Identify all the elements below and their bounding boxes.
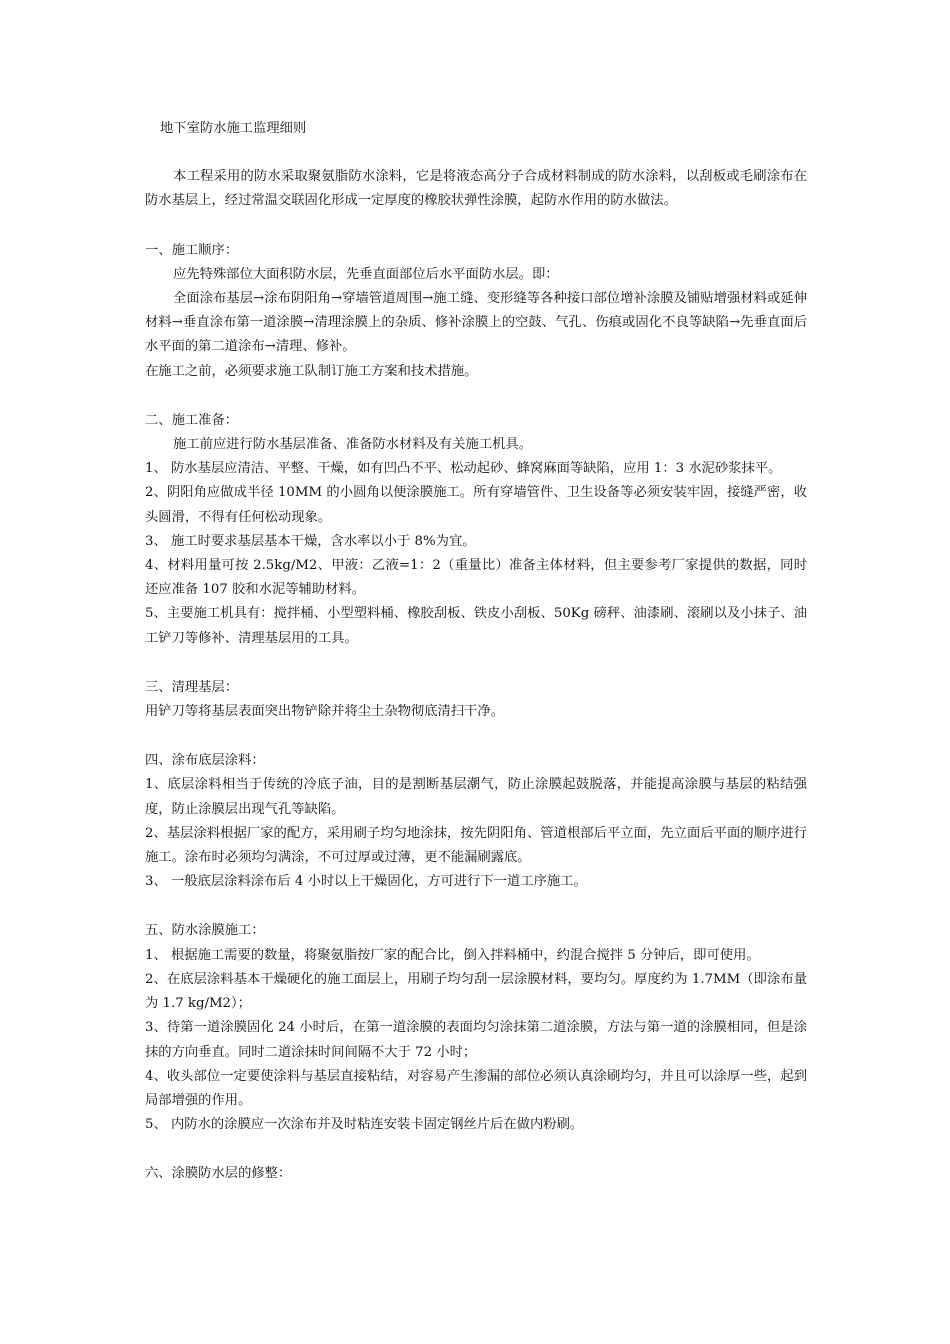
- list-item: 4、收头部位一定要使涂料与基层直接粘结，对容易产生渗漏的部位必须认真涂刷均匀，并且可以涂厚一些，起到局部增强的作用。: [145, 1068, 807, 1108]
- intro-paragraph: 本工程采用的防水采取聚氨脂防水涂料，它是将液态高分子合成材料制成的防水涂料，以刮板或毛刷涂布在防水基层上，经过常温交联固化形成一定厚度的橡胶状弹性涂膜，起防水作用的防水做法。: [145, 169, 807, 209]
- list-item: 2、在底层涂料基本干燥硬化的施工面层上，用刷子均匀刮一层涂膜材料，要均匀。厚度约为 1.7MM（即涂布量为 1.7 kg/M2）；: [145, 971, 807, 1012]
- section-3-paragraph-1: 用铲刀等将基层表面突出物铲除并将尘土杂物彻底清扫干净。: [145, 704, 505, 720]
- list-item: 2、基层涂料根据厂家的配方，采用刷子均匀地涂抹，按先阴阳角、管道根部后平立面，先立面后平面的顺序进行施工。涂布时必须均匀满涂，不可过厚或过薄，更不能漏刷露底。: [145, 825, 807, 866]
- list-item: 4、材料用量可按 2.5kg/M2、甲液：乙液=1：2（重量比）准备主体材料，但主要参考厂家提供的数据，同时还应准备 107 胶和水泥等辅助材料。: [145, 558, 807, 598]
- list-item: 1、 防水基层应清洁、平整、干燥，如有凹凸不平、松动起砂、蜂窝麻面等缺陷，应用 1：3 水泥砂浆抹平。: [145, 461, 782, 477]
- list-item: 2、阴阳角应做成半径 10MM 的小圆角以便涂膜施工。所有穿墙管件、卫生设备等必须安装牢固，接缝严密，收头圆滑，不得有任何松动现象。: [145, 485, 807, 525]
- list-item: 3、 施工时要求基层基本干燥，含水率以小于 8%为宜。: [145, 533, 476, 549]
- document-body: [145, 117, 807, 1187]
- list-item: 5、主要施工机具有：搅拌桶、小型塑料桶、橡胶刮板、铁皮小刮板、50Kg 磅秤、油漆刷、滚刷以及小抹子、油工铲刀等修补、清理基层用的工具。: [145, 606, 807, 646]
- section-5-heading: 五、防水涂膜施工：: [145, 923, 265, 939]
- section-3-heading: 三、清理基层：: [145, 679, 239, 695]
- list-item: 1、底层涂料相当于传统的冷底子油，目的是割断基层潮气，防止涂膜起鼓脱落，并能提高涂膜与基层的粘结强度，防止涂膜层出现气孔等缺陷。: [145, 777, 807, 817]
- list-item: 3、 一般底层涂料涂布后 4 小时以上干燥固化，方可进行下一道工序施工。: [145, 874, 587, 890]
- list-item: 5、 内防水的涂膜应一次涂布并及时粘连安装卡固定钢丝片后在做内粉刷。: [145, 1117, 584, 1133]
- document-title: 地下室防水施工监理细则: [160, 121, 307, 136]
- section-6-heading: 六、涂膜防水层的修整：: [145, 1166, 292, 1182]
- section-4-heading: 四、涂布底层涂料：: [145, 753, 265, 769]
- section-1-paragraph-2: 全面涂布基层→涂布阴阳角→穿墙管道周围→施工缝、变形缝等各种接口部位增补涂膜及铺贴增强材料或延伸材料→垂直涂布第一道涂膜→清理涂膜上的杂质、修补涂膜上的空鼓、气孔、伤痕或固化不良等缺陷→先垂直面后水平面的第二道涂布→清理、修补。: [145, 291, 807, 355]
- section-2-heading: 二、施工准备：: [145, 412, 239, 428]
- list-item: 3、待第一道涂膜固化 24 小时后，在第一道涂膜的表面均匀涂抹第二道涂膜，方法与第一道的涂膜相同，但是涂抹的方向垂直。同时二道涂抹时间间隔不大于 72 小时；: [145, 1020, 807, 1060]
- section-1-heading: 一、施工顺序：: [145, 242, 239, 258]
- section-1-paragraph-3: 在施工之前，必须要求施工队制订施工方案和技术措施。: [145, 363, 478, 379]
- section-2-paragraph-0: 施工前应进行防水基层准备、准备防水材料及有关施工机具。: [173, 437, 533, 453]
- section-1-paragraph-1: 应先特殊部位大面积防水层，先垂直面部位后水平面防水层。即：: [173, 266, 559, 282]
- list-item: 1、 根据施工需要的数量，将聚氨脂按厂家的配合比，倒入拌料桶中，约混合搅拌 5 分钟后，即可使用。: [145, 947, 760, 963]
